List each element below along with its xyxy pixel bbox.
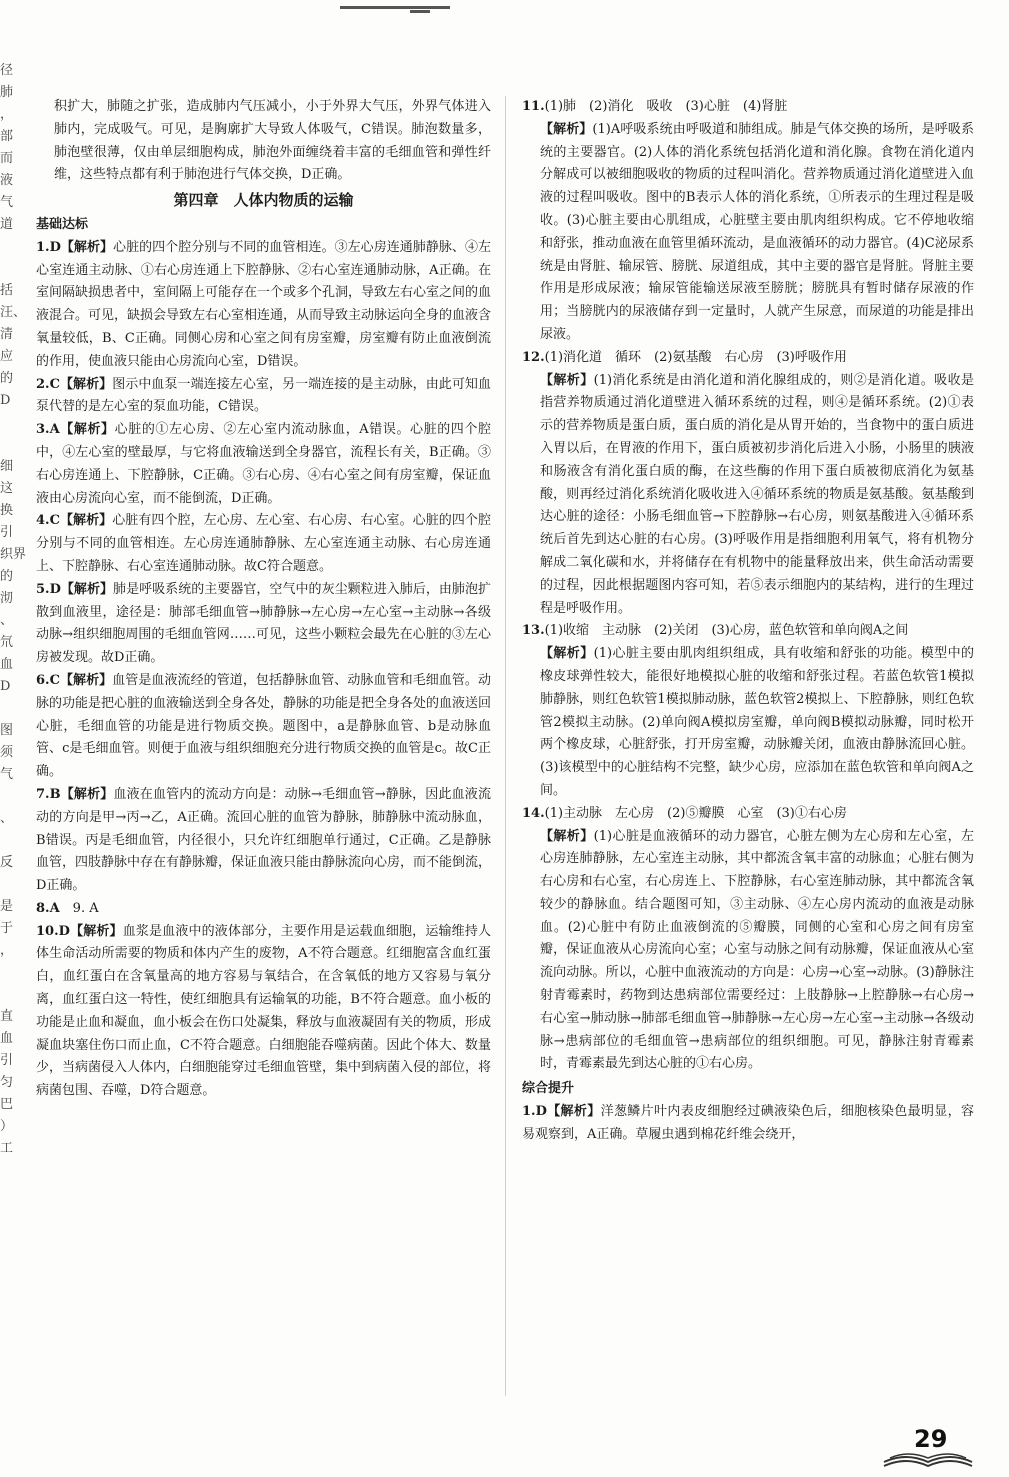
edge-fragment: 引 bbox=[0, 525, 14, 540]
edge-fragment bbox=[0, 412, 20, 434]
edge-fragment: 巴 bbox=[0, 1097, 14, 1112]
edge-fragment: ， bbox=[0, 107, 14, 122]
edge-fragment: 须 bbox=[0, 745, 14, 760]
edge-fragment: 液 bbox=[0, 173, 14, 188]
intro-paragraph: 积扩大，肺随之扩张，造成肺内气压减小，小于外界大气压，外界气体进入肺内，完成吸气。可见，是胸廓扩大导致人体吸气，C错误。肺泡数量多，肺泡壁很薄，仅由单层细胞构成，肺泡外面缠绕着丰富的毛细血管和弹性纤维，这些特点都有利于肺泡进行气体交换，D正确。 bbox=[54, 99, 491, 183]
edge-fragment: 图 bbox=[0, 723, 14, 738]
edge-fragment: 清 bbox=[0, 327, 14, 342]
answer-item: 8.A 9. A bbox=[36, 900, 99, 916]
section-title-advanced: 综合提升 bbox=[522, 1081, 575, 1097]
answer-item: 2.C【解析】图示中血泵一端连接左心室，另一端连接的是主动脉，由此可知血泵代替的是左心室的泵血功能，C错误。 bbox=[36, 376, 491, 415]
left-answer-list bbox=[36, 237, 491, 1103]
edge-fragment: D bbox=[0, 679, 11, 694]
edge-fragment: 、 bbox=[0, 811, 14, 826]
edge-fragment: 工 bbox=[0, 1141, 14, 1156]
edge-fragment: 是 bbox=[0, 899, 14, 914]
adjacent-page-edge bbox=[0, 60, 27, 1390]
edge-fragment: ） bbox=[0, 1119, 14, 1134]
top-rule bbox=[340, 0, 450, 9]
answer-line: 11.(1)肺 (2)消化 吸收 (3)心脏 (4)肾脏 bbox=[522, 99, 788, 114]
analysis-paragraph: 【解析】(1)心脏是血液循环的动力器官，心脏左侧为左心房和左心室，左心房连肺静脉，左心室连主动脉，其中都流含氧丰富的动脉血；心脏右侧为右心房和右心室，右心房连上、下腔静脉，右心室连肺动脉，其中都流含氧较少的静脉血。结合题图可知，③主动脉、④左心房内流动的血液是动脉血。(2)心脏中有防止血液倒流的⑤瓣膜，同侧的心室和心房之间有房室瓣，保证血液从心房流向心室；心室与动脉之间有动脉瓣，保证血液从心室流向动脉。所以，心脏中血液流动的方向是：心房→心室→动脉。(3)静脉注射青霉素时，药物到达患病部位需要经过：上肢静脉→上腔静脉→右心房→右心室→肺动脉→肺部毛细血管→肺静脉→左心房→左心室→主动脉→各级动脉→患病部位的毛细血管→患病部位的组织细胞。可见，静脉注射青霉素时，青霉素最先到达心脏的①右心房。 bbox=[540, 828, 974, 1072]
edge-fragment: 而 bbox=[0, 151, 14, 166]
column-divider bbox=[505, 96, 506, 1396]
edge-fragment: 于 bbox=[0, 921, 14, 936]
edge-fragment: 汪、 bbox=[0, 305, 27, 320]
edge-fragment: 、 bbox=[0, 613, 14, 628]
edge-fragment: 气 bbox=[0, 767, 14, 782]
right-column bbox=[522, 96, 974, 1147]
edge-fragment: 肺 bbox=[0, 85, 14, 100]
edge-fragment: 匀 bbox=[0, 1075, 14, 1090]
edge-fragment: 换 bbox=[0, 503, 14, 518]
answer-item: 1.D【解析】心脏的四个腔分别与不同的血管相连。③左心房连通肺静脉、④左心室连通主动脉、①右心房连通上下腔静脉、②右心室连通肺动脉，A正确。在室间隔缺损患者中，室间隔上可能存在一个或多个孔洞，导致左右心室之间的血液混合。可见，缺损会导致左右心室相连通，从而导致主动脉运向全身的血液含氧量较低，B、C正确。同侧心房和心室之间有房室瓣，房室瓣有防止血液倒流的作用，使血液只能由心房流向心室，D错误。 bbox=[36, 239, 492, 369]
answer-item: 5.D【解析】肺是呼吸系统的主要器官，空气中的灰尘颗粒进入肺后，由肺泡扩散到血液里，途径是：肺部毛细血管→肺静脉→左心房→左心室→主动脉→各级动脉→组织细胞周围的毛细血管网……可见，这些小颗粒会最先在心脏的③左心房被发现。故D正确。 bbox=[36, 581, 491, 666]
edge-fragment bbox=[0, 258, 20, 280]
edge-fragment: D bbox=[0, 393, 11, 408]
edge-fragment: 血 bbox=[0, 657, 14, 672]
answer-line: 14.(1)主动脉 左心房 (2)⑤瓣膜 心室 (3)①右心房 bbox=[522, 805, 847, 821]
answer-item: 3.A【解析】心脏的①左心房、②左心室内流动脉血，A错误。心脏的四个腔中，④左心室的壁最厚，与它将血液输送到全身器官，流程长有关，B正确。③右心房连通上、下腔静脉，C正确。③右心房、④右心室之间有房室瓣，保证血液由心房流向心室，而不能倒流，D正确。 bbox=[36, 422, 491, 506]
edge-fragment: 引 bbox=[0, 1053, 14, 1068]
edge-fragment: 沏 bbox=[0, 591, 14, 606]
edge-fragment: 括 bbox=[0, 283, 14, 298]
edge-fragment bbox=[0, 984, 20, 1006]
edge-fragment: 血 bbox=[0, 1031, 14, 1046]
edge-fragment: ， bbox=[0, 943, 14, 958]
section-title-basic: 基础达标 bbox=[36, 216, 89, 232]
edge-fragment: 的 bbox=[0, 569, 14, 584]
edge-fragment: 这 bbox=[0, 481, 14, 496]
answer-item: 10.D【解析】血浆是血液中的液体部分，主要作用是运载血细胞，运输维持人体生命活动所需要的物质和体内产生的废物，A不符合题意。红细胞富含血红蛋白，血红蛋白在含氧量高的地方容易与氧结合，在含氧低的地方又容易与氧分离，血红蛋白这一特性，使红细胞具有运输氧的功能，B不符合题意。血小板的功能是止血和凝血，血小板会在伤口处凝集，释放与血液凝固有关的物质，形成凝血块塞住伤口而止血，C不符合题意。白细胞能吞噬病菌。因此个体大、数量少，当病菌侵入人体内，白细胞能穿过毛细血管壁，集中到病菌入侵的部位，将病菌包围、吞噬，D符合题意。 bbox=[36, 923, 492, 1099]
edge-fragment: 的 bbox=[0, 371, 14, 386]
answer-line: 13.(1)收缩 主动脉 (2)关闭 (3)心房，蓝色软管和单向阀A之间 bbox=[522, 623, 909, 639]
answer-item: 4.C【解析】心脏有四个腔，左心房、左心室、右心房、右心室。心脏的四个腔分别与不同的血管相连。左心房连通肺静脉、左心室连通主动脉、右心房连通上、下腔静脉、右心室连通肺动脉。故C符合题意。 bbox=[36, 513, 491, 574]
edge-fragment bbox=[0, 786, 20, 808]
edge-fragment: 细 bbox=[0, 459, 14, 474]
edge-fragment bbox=[0, 698, 20, 720]
edge-fragment bbox=[0, 962, 20, 984]
analysis-paragraph: 【解析】(1)心脏主要由肌肉组织组成，具有收缩和舒张的功能。模型中的橡皮球弹性较大，能很好地模拟心脏的收缩和舒张过程。若蓝色软管1模拟肺静脉，则红色软管1模拟肺动脉，蓝色软管2模拟上、下腔静脉，则红色软管2模拟主动脉。(2)单向阀A模拟房室瓣，单向阀B模拟动脉瓣，同时松开两个橡皮球，心脏舒张，打开房室瓣，动脉瓣关闭，血液由静脉流回心脏。(3)该模型中的心脏结构不完整，缺少心房，应添加在蓝色软管和单向阀A之间。 bbox=[540, 646, 974, 798]
answer-line: 12.(1)消化道 循环 (2)氨基酸 右心房 (3)呼吸作用 bbox=[522, 349, 847, 365]
edge-fragment: 直 bbox=[0, 1009, 14, 1024]
page-number: 29 bbox=[914, 1425, 948, 1453]
edge-fragment bbox=[0, 434, 20, 456]
answer-item: 7.B【解析】血液在血管内的流动方向是：动脉→毛细血管→静脉，因此血液流动的方向是甲→丙→乙，A正确。流回心脏的血管为静脉，肺静脉中流动脉血，B错误。丙是毛细血管，内径很小，只允许红细胞单行通过，C正确。乙是静脉血管，四肢静脉中存在有静脉瓣，保证血液只能由静脉流向心房，而不能倒流，D正确。 bbox=[36, 786, 492, 894]
edge-fragment: 部 bbox=[0, 129, 14, 144]
top-rule-mark bbox=[410, 0, 430, 13]
edge-fragment: 应 bbox=[0, 349, 14, 364]
edge-fragment bbox=[0, 236, 20, 258]
edge-fragment: 氘 bbox=[0, 635, 14, 650]
open-book-icon bbox=[880, 1448, 976, 1470]
analysis-paragraph: 【解析】(1)消化系统是由消化道和消化腺组成的，则②是消化道。吸收是指营养物质通过消化道壁进入循环系统的过程，则④是循环系统。(2)①表示的营养物质是蛋白质，蛋白质的消化是从胃开始的，当食物中的蛋白质进入胃以后，在胃液的作用下，蛋白质被初步消化后进入小肠，小肠里的胰液和肠液含有消化蛋白质的酶，在这些酶的作用下蛋白质被彻底消化为氨基酸，则再经过消化系统消化吸收进入④循环系统的物质是氨基酸。氨基酸到达心脏的途径：小肠毛细血管→下腔静脉→右心房，则氨基酸进入④循环系统后首先到达心脏的右心房。(3)呼吸作用是指细胞利用氧气，将有机物分解成二氧化碳和水，并将储存在有机物中的能量释放出来，供生命活动需要的过程，因此根据题图内容可知，若⑤表示细胞内的某结构，进行的生理过程是呼吸作用。 bbox=[540, 372, 974, 616]
edge-fragment bbox=[0, 874, 20, 896]
left-column bbox=[36, 96, 491, 1103]
edge-fragment: 气 bbox=[0, 195, 14, 210]
answer-item: 1.D【解析】洋葱鳞片叶内表皮细胞经过碘液染色后，细胞核染色最明显，容易观察到，A正确。草履虫遇到棉花纤维会绕开， bbox=[522, 1104, 974, 1142]
edge-fragment bbox=[0, 830, 20, 852]
right-answer-list bbox=[522, 96, 974, 1076]
edge-fragment: 径 bbox=[0, 63, 14, 78]
analysis-paragraph: 【解析】(1)A呼吸系统由呼吸道和肺组成。肺是气体交换的场所，是呼吸系统的主要器官。(2)人体的消化系统包括消化道和消化腺。食物在消化道内分解成可以被细胞吸收的物质的过程叫消化。营养物质通过消化道壁进入血液的过程叫吸收。图中的B表示人体的消化系统，①所表示的生理过程是吸收。(3)心脏主要由心肌组成，心脏壁主要由肌肉组织构成。它不停地收缩和舒张，推动血液在血管里循环流动，是血液循环的动力器官。(4)C泌尿系统是由肾脏、输尿管、膀胱、尿道组成，其中主要的器官是肾脏。肾脏主要作用是形成尿液；输尿管能输送尿液至膀胱；膀胱具有暂时储存尿液的作用；当膀胱内的尿液储存到一定量时，人就产生尿意，而尿道的功能是排出尿液。 bbox=[540, 121, 974, 342]
edge-fragment: 织界 bbox=[0, 547, 27, 562]
edge-fragment: 反 bbox=[0, 855, 14, 870]
answer-item: 6.C【解析】血管是血液流经的管道，包括静脉血管、动脉血管和毛细血管。动脉的功能是把心脏的血液输送到全身各处，静脉的功能是把全身各处的血液送回心脏，毛细血管的功能是进行物质交换。题图中，a是静脉血管、b是动脉血管、c是毛细血管。则便于血液与组织细胞充分进行物质交换的血管是c。故C正确。 bbox=[36, 672, 492, 780]
chapter-title: 第四章 人体内物质的运输 bbox=[173, 191, 354, 210]
edge-fragment: 道 bbox=[0, 217, 14, 232]
